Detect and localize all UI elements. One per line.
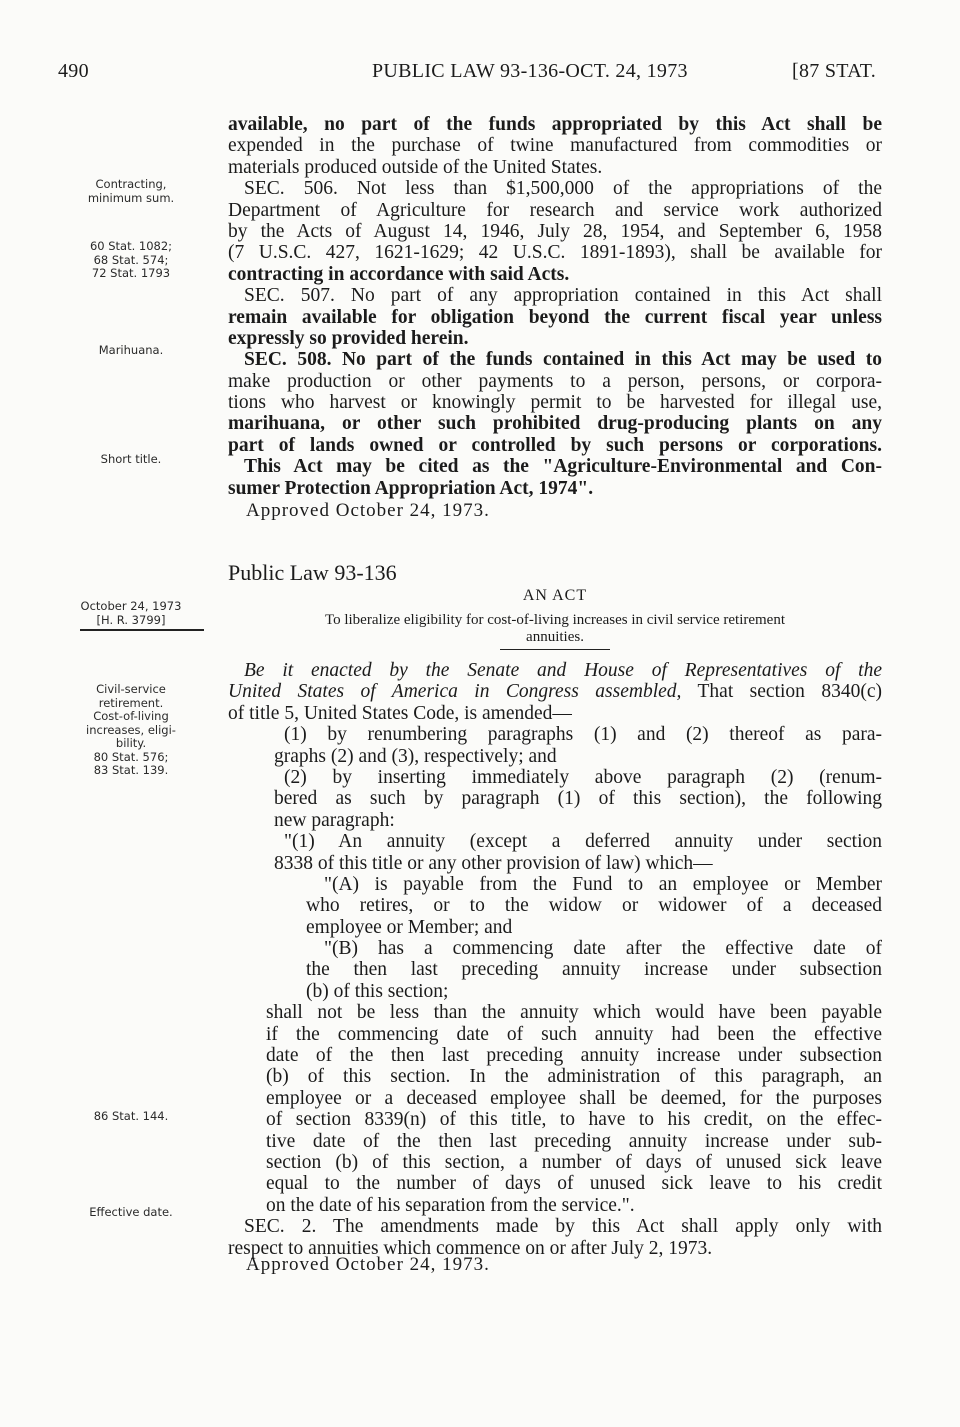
body-line: contracting in accordance with said Acts.	[228, 263, 570, 285]
margin-note-contracting	[58, 178, 204, 205]
margin-line: Marihuana.	[98, 343, 164, 357]
margin-line: bility.	[115, 736, 147, 750]
margin-line: 80 Stat. 576;	[93, 749, 169, 764]
margin-rule	[80, 629, 204, 631]
body-line: (b) of this section;	[306, 980, 449, 1002]
margin-note-marihuana	[58, 344, 204, 358]
sec-506-line: SEC. 506. Not less than $1,500,000 of the appropriations of the	[244, 178, 882, 200]
margin-note-stat-refs	[58, 240, 204, 281]
purpose-line: To liberalize eligibility for cost-of-living increases in civil service retirement	[324, 612, 786, 628]
stat-reference: [87 STAT.	[792, 60, 877, 82]
body-line: Department of Agriculture for research and service work authorized	[228, 199, 882, 221]
purpose-line: annuities.	[526, 629, 584, 645]
body-line: expended in the purchase of twine manufactured from commodities or	[228, 135, 882, 157]
margin-note-enact-date	[58, 600, 204, 627]
enacting-clause: Be it enacted by the Senate and House of Representatives of the	[244, 660, 882, 681]
margin-line: Short title.	[100, 452, 162, 466]
body-line: tive date of the then last preceding annuity increase under sub-	[266, 1130, 882, 1152]
body-line: (2) by inserting immediately above paragraph (2) (renum-	[284, 766, 882, 788]
enacting-italic: United States of America in Congress assembled,	[228, 681, 682, 703]
enacting-rest: That section 8340(c)	[681, 681, 883, 703]
body-line: the then last preceding annuity increase under subsection	[306, 959, 882, 981]
sec-2-line: SEC. 2. The amendments made by this Act shall apply only with	[244, 1216, 882, 1238]
body-line: employee or a deceased employee shall be deemed, for the purposes	[266, 1087, 882, 1109]
body-line: section (b) of this section, a number of days of unused sick leave	[266, 1151, 882, 1173]
sec-508-line: SEC. 508. No part of the funds contained in this Act may be used to	[244, 349, 882, 371]
margin-line: [H. R. 3799]	[96, 612, 166, 627]
body-line: new paragraph:	[274, 809, 395, 831]
body-line: employee or Member; and	[306, 916, 513, 938]
margin-line: Civil-service	[96, 682, 166, 696]
body-line: by the Acts of August 14, 1946, July 28, 1954, and September 6, 1958	[228, 220, 882, 242]
body-line: "(1) An annuity (except a deferred annuity under section	[284, 831, 882, 853]
body-line: shall not be less than the annuity which would have been payable	[266, 1002, 882, 1024]
public-law-title: Public Law 93-136	[228, 560, 397, 585]
margin-line: retirement.	[98, 695, 164, 710]
margin-note-stat-ref-2	[58, 1110, 204, 1124]
body-line: materials produced outside of the United States.	[228, 156, 603, 178]
margin-note-effective-date	[58, 1206, 204, 1220]
body-line: (b) of this section. In the administration of this paragraph, an	[266, 1066, 882, 1088]
body-line: of section 8339(n) of this title, to have to his credit, on the effec-	[266, 1109, 882, 1131]
body-line: who retires, or to the widow or widower of a deceased	[306, 895, 882, 917]
margin-note-civil-service	[58, 683, 204, 778]
approved-line-2: Approved October 24, 1973.	[246, 1254, 490, 1275]
page-number: 490	[58, 60, 89, 82]
body-line: expressly so provided herein.	[228, 327, 469, 349]
margin-line: minimum sum.	[87, 190, 175, 205]
margin-line: Cost-of-living	[93, 709, 169, 723]
body-line: respect to annuities which commence on or after July 2, 1973.	[228, 1237, 713, 1259]
body-line: available, no part of the funds appropriated by this Act shall be	[228, 114, 882, 135]
body-line: of title 5, United States Code, is amended—	[228, 702, 572, 724]
body-line: graphs (2) and (3), respectively; and	[274, 745, 557, 767]
sec-507-line: SEC. 507. No part of any appropriation contained in this Act shall	[244, 285, 882, 307]
body-line: equal to the number of days of unused sick leave to his credit	[266, 1173, 882, 1195]
margin-line: 68 Stat. 574;	[93, 252, 169, 267]
body-line: 8338 of this title or any other provision of law) which—	[274, 852, 713, 874]
margin-line: 86 Stat. 144.	[93, 1109, 169, 1123]
title-rule	[500, 649, 610, 650]
margin-line: 60 Stat. 1082;	[89, 239, 173, 253]
body-line: "(B) has a commencing date after the effective date of	[324, 938, 882, 960]
body-line: make production or other payments to a person, persons, or corpora-	[228, 370, 882, 392]
margin-note-short-title	[58, 453, 204, 467]
margin-line: increases, eligi-	[86, 722, 176, 737]
section-continuation	[228, 114, 882, 499]
enacting-clause	[228, 681, 882, 702]
act-purpose	[228, 612, 882, 646]
margin-line: Effective date.	[89, 1205, 173, 1219]
body-line: tions who harvest or knowingly permit to be harvested for illegal use,	[228, 392, 882, 414]
short-title-line: This Act may be cited as the "Agriculture-Environmental and Con-	[244, 456, 882, 478]
body-line: if the commencing date of such annuity had been the effective	[266, 1023, 882, 1045]
an-act-heading: AN ACT	[522, 587, 588, 604]
body-line: bered as such by paragraph (1) of this section), the following	[274, 788, 882, 810]
body-line: remain available for obligation beyond the current fiscal year unless	[228, 306, 882, 328]
margin-line: October 24, 1973	[80, 599, 182, 613]
approved-line-1: Approved October 24, 1973.	[246, 500, 490, 521]
act-text	[228, 660, 882, 1259]
body-line: marihuana, or other such prohibited drug-producing plants on any	[228, 413, 882, 435]
margin-line: 83 Stat. 139.	[93, 763, 169, 777]
margin-line: 72 Stat. 1793	[91, 266, 171, 280]
body-line: part of lands owned or controlled by such persons or corporations.	[228, 434, 882, 456]
body-line: (1) by renumbering paragraphs (1) and (2) thereof as para-	[284, 724, 882, 746]
running-title: PUBLIC LAW 93-136-OCT. 24, 1973	[372, 60, 688, 82]
body-line: on the date of his separation from the service.".	[266, 1194, 635, 1216]
body-line: "(A) is payable from the Fund to an employee or Member	[324, 873, 882, 895]
body-line: date of the then last preceding annuity increase under subsection	[266, 1045, 882, 1067]
body-line: sumer Protection Appropriation Act, 1974".	[228, 477, 594, 499]
body-line: (7 U.S.C. 427, 1621-1629; 42 U.S.C. 1891-1893), shall be available for	[228, 242, 882, 264]
margin-line: Contracting,	[95, 177, 167, 191]
